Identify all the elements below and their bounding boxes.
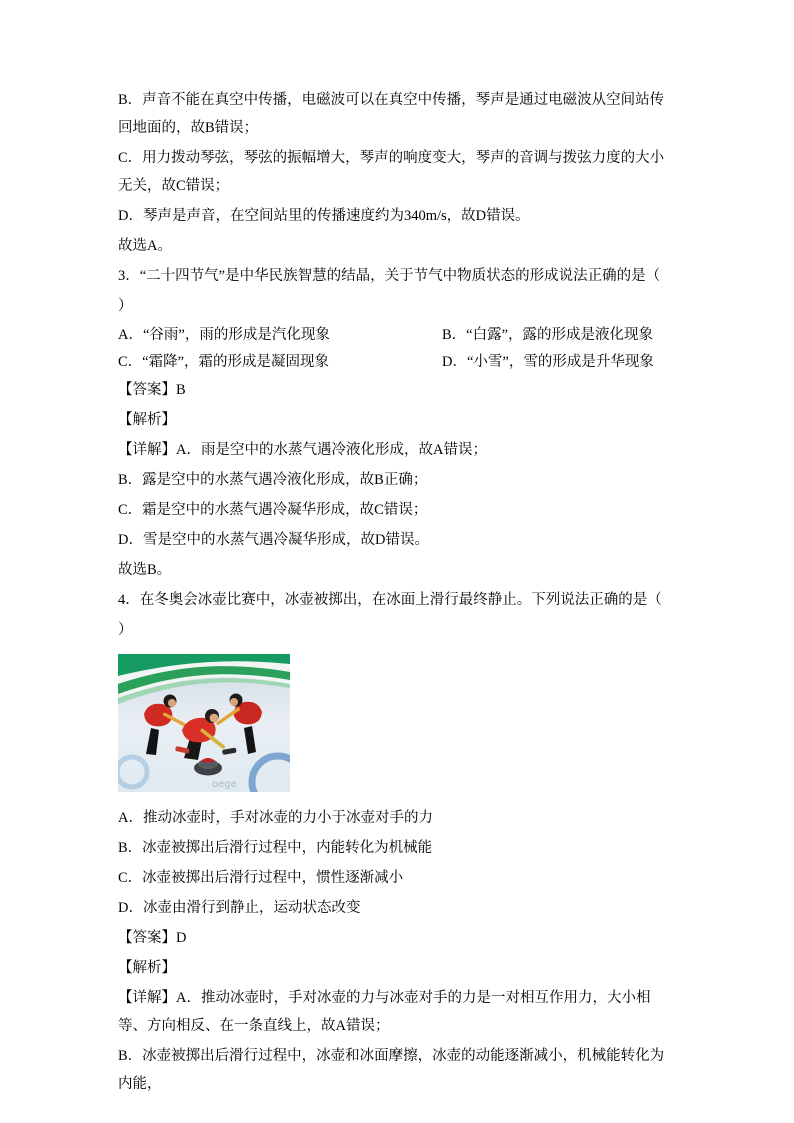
q3-stem: 3．“二十四节气”是中华民族智慧的结晶，关于节气中物质状态的形成说法正确的是（ [118, 268, 661, 284]
q4-option-c: C．冰壶被掷出后滑行过程中，惯性逐渐减小 [118, 870, 404, 886]
q3-detail-b: B．露是空中的水蒸气遇冷液化形成，故B正确； [118, 472, 428, 488]
q3-option-b: B．“白露”，露的形成是液化现象 [442, 327, 654, 343]
q3-option-c: C．“霜降”，霜的形成是凝固现象 [118, 354, 330, 370]
q3-options-row-2 [118, 349, 676, 375]
q2-explanation-b: B．声音不能在真空中传播，电磁波可以在真空中传播，琴声是通过电磁波从空间站传回地面的，故B错误； [118, 92, 665, 136]
q2-explanation-d: D．琴声是声音，在空间站里的传播速度约为340m/s，故D错误。 [118, 208, 530, 224]
q3-conclusion: 故选B。 [118, 562, 172, 578]
q4-detail-a: 【详解】A．推动冰壶时，手对冰壶的力与冰壶对手的力是一对相互作用力，大小相等、方向相反、在一条直线上，故A错误； [118, 990, 651, 1034]
q4-option-b: B．冰壶被掷出后滑行过程中，内能转化为机械能 [118, 840, 433, 856]
q3-detail-c: C．霜是空中的水蒸气遇冷凝华形成，故C错误； [118, 502, 428, 518]
ice-watermark-text: oege [212, 779, 237, 790]
q4-answer: 【答案】D [118, 930, 187, 946]
curling-photo-illustration [118, 654, 290, 792]
q3-detail-d: D．雪是空中的水蒸气遇冷凝华形成，故D错误。 [118, 532, 429, 548]
q4-detail-b: B．冰壶被掷出后滑行过程中，冰壶和冰面摩擦，冰壶的动能逐渐减小，机械能转化为内能， [118, 1048, 665, 1092]
q3-option-a: A．“谷雨”，雨的形成是汽化现象 [118, 327, 330, 343]
q4-stem: 4．在冬奥会冰壶比赛中，冰壶被掷出，在冰面上滑行最终静止。下列说法正确的是（ [118, 592, 662, 608]
q3-option-d: D．“小雪”，雪的形成是升华现象 [442, 354, 654, 370]
q2-explanation-c: C．用力拨动琴弦，琴弦的振幅增大，琴声的响度变大，琴声的音调与拨弦力度的大小无关，故C错误； [118, 150, 665, 194]
q3-analysis-label: 【解析】 [118, 412, 176, 428]
curling-photo [118, 654, 290, 792]
q4-option-a: A．推动冰壶时，手对冰壶的力小于冰壶对手的力 [118, 810, 433, 826]
q3-options-row-1 [118, 322, 676, 348]
q4-stem-close-paren: ） [118, 622, 133, 638]
q3-answer: 【答案】B [118, 382, 186, 398]
q4-analysis-label: 【解析】 [118, 960, 176, 976]
q3-detail-a: 【详解】A．雨是空中的水蒸气遇冷液化形成，故A错误； [118, 442, 487, 458]
q3-stem-close-paren: ） [118, 298, 133, 314]
q4-option-d: D．冰壶由滑行到静止，运动状态改变 [118, 900, 361, 916]
q2-conclusion: 故选A。 [118, 238, 172, 254]
